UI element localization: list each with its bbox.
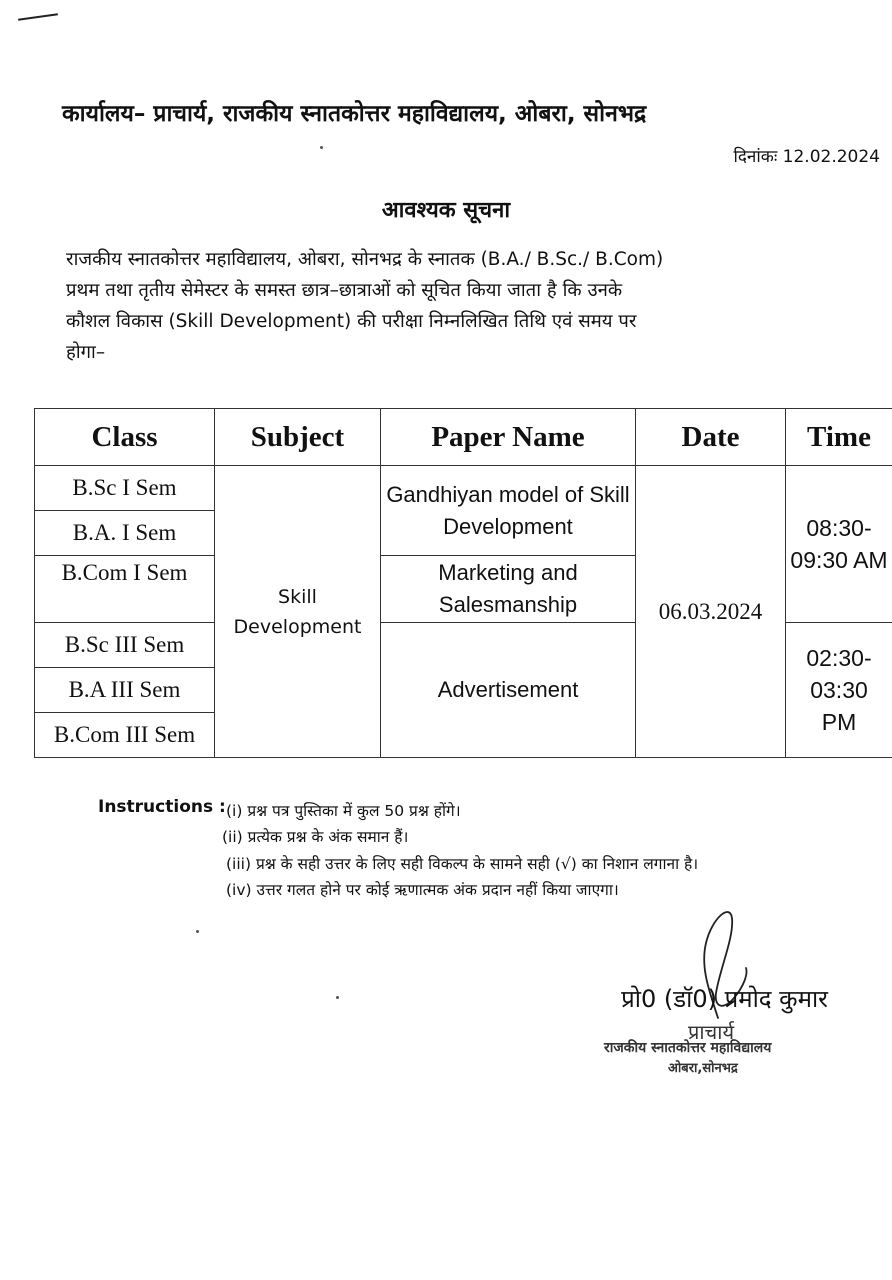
speck: [196, 930, 199, 933]
class-cell: B.Com III Sem: [35, 713, 215, 758]
table-header-row: [35, 409, 892, 466]
pen-scratch-mark: [18, 13, 58, 21]
notice-paragraph: [66, 244, 858, 368]
class-cell: B.Com I Sem: [35, 556, 215, 623]
class-cell: B.A. I Sem: [35, 511, 215, 556]
office-header: कार्यालय– प्राचार्य, राजकीय स्नातकोत्तर महाविद्यालय, ओबरा, सोनभद्र: [62, 101, 647, 127]
stamp-college-name: राजकीय स्नातकोत्तर महाविद्यालय: [604, 1040, 772, 1056]
time-cell: 02:30-03:30 PM: [786, 623, 892, 758]
header-class: Class: [35, 409, 215, 466]
header-subject: Subject: [215, 409, 381, 466]
paper-cell: Gandhiyan model of Skill Development: [381, 466, 636, 556]
speck: [336, 996, 339, 999]
instruction-item: (iii) प्रश्न के सही उत्तर के लिए सही विकल्प के सामने सही (√) का निशान लगाना है।: [226, 855, 699, 873]
header-paper-name: Paper Name: [381, 409, 636, 466]
notice-line-1: राजकीय स्नातकोत्तर महाविद्यालय, ओबरा, सोनभद्र के स्नातक (B.A./ B.Sc./ B.Com): [66, 249, 664, 270]
subject-cell: Skill Development: [215, 466, 381, 758]
paper-cell: Advertisement: [381, 623, 636, 758]
instruction-item: (i) प्रश्न पत्र पुस्तिका में कुल 50 प्रश्न होंगे।: [226, 802, 461, 820]
stamp-designation: प्राचार्य: [688, 1020, 735, 1044]
time-cell: 08:30-09:30 AM: [786, 466, 892, 623]
paper-cell: Marketing and Salesmanship: [381, 556, 636, 623]
instruction-item: (iv) उत्तर गलत होने पर कोई ऋणात्मक अंक प्रदान नहीं किया जाएगा।: [226, 881, 619, 899]
header-time: Time: [786, 409, 892, 466]
instructions-label: Instructions :: [98, 797, 226, 817]
stamp-place: ओबरा,सोनभद्र: [668, 1061, 738, 1076]
exam-schedule-table: [34, 408, 892, 758]
notice-date: दिनांकः 12.02.2024: [733, 147, 880, 167]
table-row: [35, 466, 892, 511]
class-cell: B.Sc III Sem: [35, 623, 215, 668]
notice-line-3: कौशल विकास (Skill Development) की परीक्षा निम्नलिखित तिथि एवं समय पर: [66, 311, 637, 332]
date-cell: 06.03.2024: [636, 466, 786, 758]
class-cell: B.Sc I Sem: [35, 466, 215, 511]
instruction-item: (ii) प्रत्येक प्रश्न के अंक समान हैं।: [222, 828, 409, 846]
notice-line-2: प्रथम तथा तृतीय सेमेस्टर के समस्त छात्र–छात्राओं को सूचित किया जाता है कि उनके: [66, 280, 623, 301]
class-cell: B.A III Sem: [35, 668, 215, 713]
notice-title: आवश्यक सूचना: [381, 198, 511, 223]
notice-line-4: होगा–: [66, 342, 106, 363]
header-date: Date: [636, 409, 786, 466]
speck: [320, 146, 323, 149]
principal-name: प्रो0 (डॉ0) प्रमोद कुमार: [621, 985, 828, 1013]
